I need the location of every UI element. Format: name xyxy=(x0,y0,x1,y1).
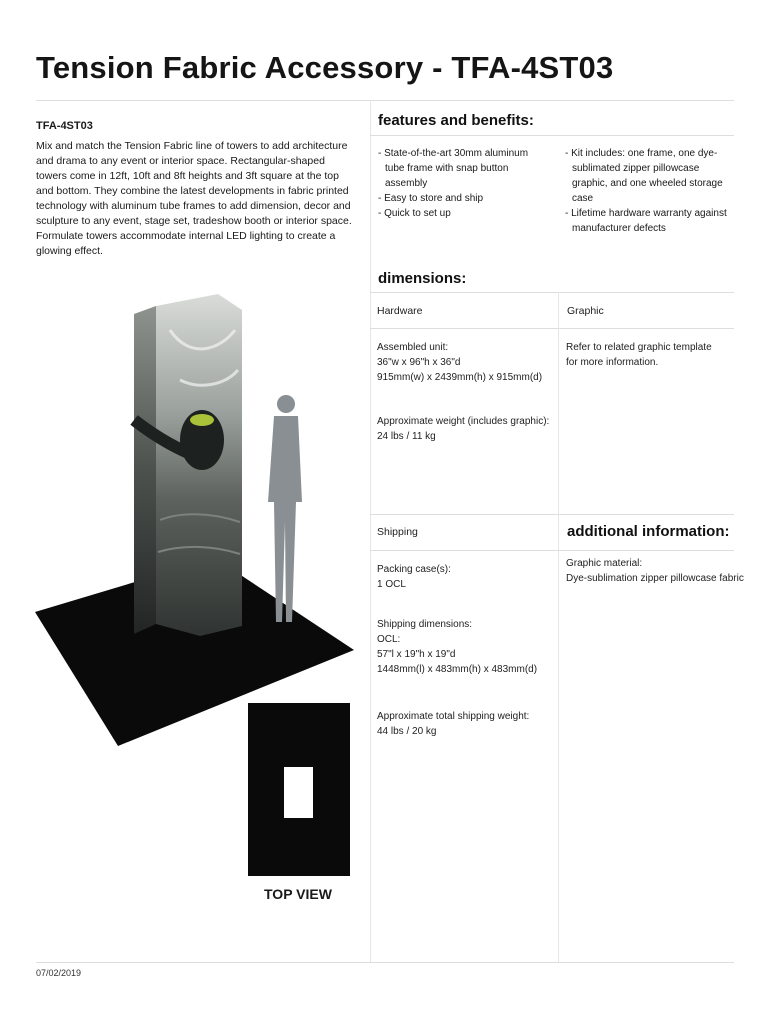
shipping-label: Shipping xyxy=(377,526,418,538)
assembled-label: Assembled unit: xyxy=(377,342,449,353)
shipping-dims-imperial: 57"l x 19"h x 19"d xyxy=(377,649,456,660)
page-title: Tension Fabric Accessory - TFA-4ST03 xyxy=(36,50,614,85)
title-divider xyxy=(36,100,734,101)
shipping-weight-label: Approximate total shipping weight: xyxy=(377,711,530,722)
shipping-dims-metric: 1448mm(l) x 483mm(h) x 483mm(d) xyxy=(377,664,538,675)
product-illustration xyxy=(30,290,360,760)
material-value: Dye-sublimation zipper pillowcase fabric xyxy=(566,573,744,584)
graphic-material xyxy=(566,556,744,586)
dimensions-subdivider xyxy=(370,328,734,329)
packing-label: Packing case(s): xyxy=(377,564,451,575)
feature-item: - Kit includes: one frame, one dye-sublimated zipper pillowcase graphic, and one wheeled storage case xyxy=(565,148,723,204)
shipping-subdivider xyxy=(370,550,734,551)
assembled-unit xyxy=(377,340,542,385)
hardware-label: Hardware xyxy=(377,305,423,317)
features-divider xyxy=(370,135,734,136)
assembled-imperial: 36"w x 96"h x 36"d xyxy=(377,357,461,368)
person-silhouette xyxy=(268,395,302,622)
additional-heading: additional information: xyxy=(567,523,730,540)
feature-item: - Easy to store and ship xyxy=(378,193,484,204)
features-list-left xyxy=(375,146,545,221)
shipping-weight-value: 44 lbs / 20 kg xyxy=(377,726,437,737)
dimensions-column-divider xyxy=(558,292,559,962)
swimmer-goggles xyxy=(190,414,214,426)
weight-value: 24 lbs / 11 kg xyxy=(377,431,436,442)
material-label: Graphic material: xyxy=(566,558,643,569)
packing-value: 1 OCL xyxy=(377,579,406,590)
weight-label: Approximate weight (includes graphic): xyxy=(377,416,550,427)
product-code: TFA-4ST03 xyxy=(36,120,93,132)
top-view-label: TOP VIEW xyxy=(264,886,332,902)
product-description: Mix and match the Tension Fabric line of towers to add architecture and drama to any event or interior space. Rectangular-shaped towers come in 12ft, 10ft and 8ft heights and 3ft square at the top and bottom. They combine the latest developments in fabric printed technology with aluminum tube frames to add dimension, decor and sculpture to any event, stage set, tradeshow booth or interior space. Formulate towers accommodate internal LED lighting to create a glowing effect. xyxy=(36,140,352,257)
graphic-info xyxy=(566,340,726,370)
footer-divider xyxy=(36,962,734,963)
column-divider xyxy=(370,100,371,962)
top-view-diagram xyxy=(248,703,350,876)
feature-item: - Lifetime hardware warranty against manufacturer defects xyxy=(565,208,727,234)
tower-side-panel xyxy=(134,306,156,634)
feature-item: - Quick to set up xyxy=(378,208,451,219)
dimensions-heading: dimensions: xyxy=(378,270,467,287)
feature-item: - State-of-the-art 30mm aluminum tube frame with snap button assembly xyxy=(378,148,529,189)
shipping-dims-label: Shipping dimensions: xyxy=(377,619,473,630)
shipping-divider xyxy=(370,514,734,515)
shipping-dims-case: OCL: xyxy=(377,634,401,645)
features-list-right xyxy=(562,146,734,236)
features-heading: features and benefits: xyxy=(378,112,534,129)
dimensions-divider xyxy=(370,292,734,293)
document-date: 07/02/2019 xyxy=(36,968,82,978)
graphic-text: Refer to related graphic template for more information. xyxy=(566,342,712,368)
unit-weight xyxy=(377,414,549,444)
assembled-metric: 915mm(w) x 2439mm(h) x 915mm(d) xyxy=(377,372,543,383)
top-view-footprint xyxy=(284,767,313,818)
packing-case xyxy=(377,562,451,592)
graphic-label: Graphic xyxy=(567,305,604,317)
shipping-dimensions xyxy=(377,617,537,677)
shipping-weight xyxy=(377,709,529,739)
